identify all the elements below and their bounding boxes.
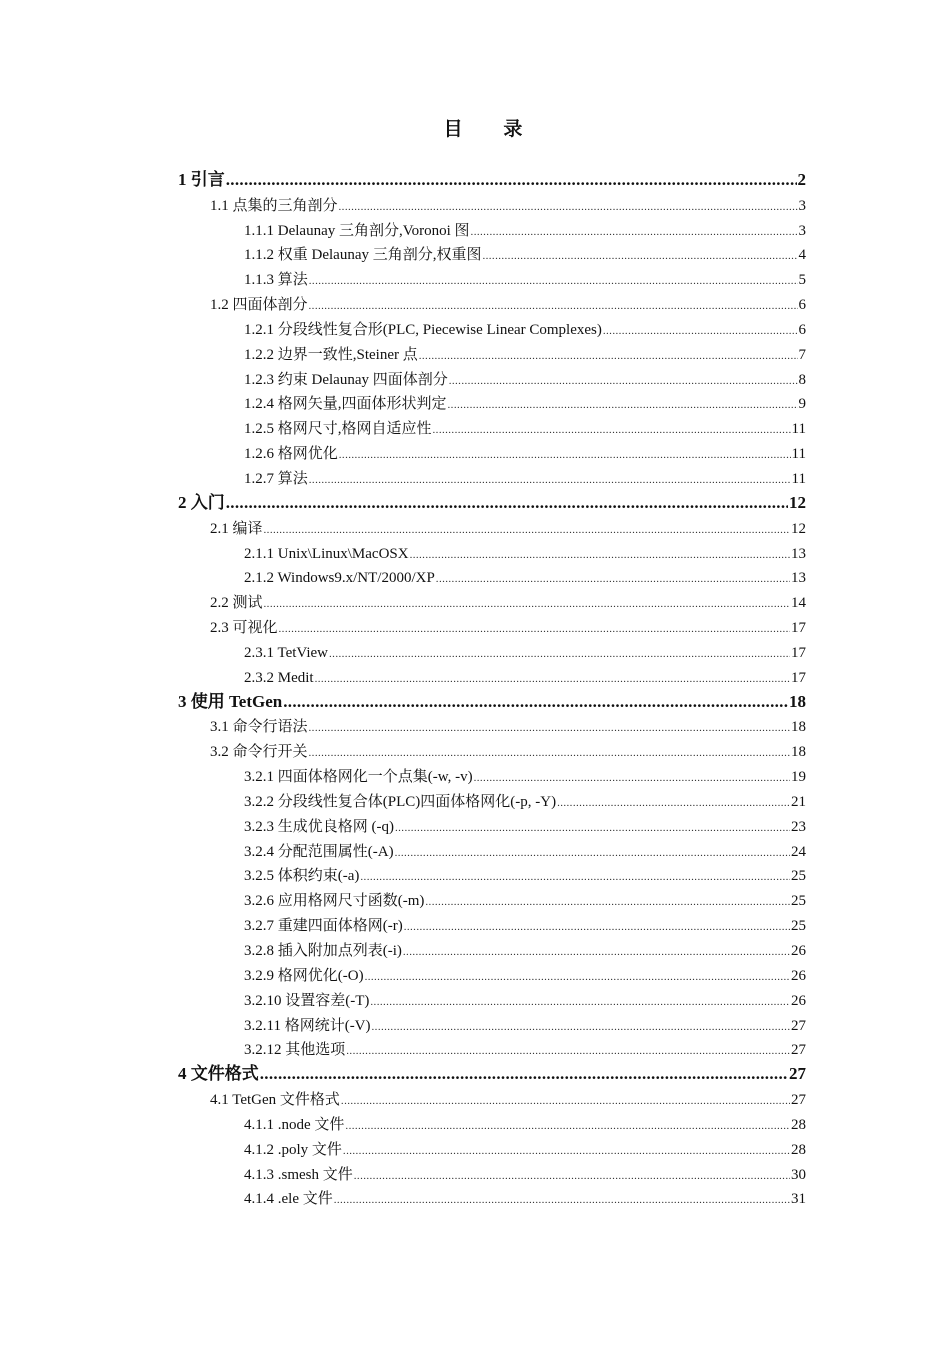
toc-entry-label: 1.1.2 权重 Delaunay 三角剖分,权重图	[244, 247, 482, 264]
toc-entry-label: 1.2.3 约束 Delaunay 四面体剖分	[244, 371, 448, 388]
toc-entry-label: 2 入门	[178, 492, 225, 512]
toc-entry-page-number: 17	[791, 644, 806, 661]
toc-entry-level-3[interactable]	[178, 637, 806, 662]
toc-entry-level-3[interactable]	[178, 761, 806, 786]
toc-entry-page-number: 6	[798, 297, 806, 314]
toc-entry-level-3[interactable]	[178, 413, 806, 438]
dot-leader	[283, 692, 788, 712]
toc-entry-level-2[interactable]	[178, 289, 806, 314]
toc-entry-label: 3 使用 TetGen	[178, 691, 283, 711]
toc-entry-level-3[interactable]	[178, 1159, 806, 1184]
toc-entry-page-number: 25	[791, 893, 806, 910]
toc-entry-page-number: 13	[791, 545, 806, 562]
dot-leader	[345, 1120, 790, 1134]
toc-entry-label: 1.2.5 格网尺寸,格网自适应性	[244, 421, 432, 438]
dot-leader	[471, 226, 798, 240]
toc-entry-label: 3.2.8 插入附加点列表(-i)	[244, 943, 402, 959]
toc-entry-page-number: 12	[791, 520, 806, 537]
dot-leader	[309, 722, 790, 736]
dot-leader	[226, 170, 797, 190]
dot-leader	[334, 1194, 790, 1208]
toc-entry-label: 1.1 点集的三角剖分	[210, 197, 338, 214]
toc-entry-level-3[interactable]	[178, 1010, 806, 1035]
toc-entry-page-number: 26	[791, 967, 806, 984]
toc-entry-label: 4.1.1 .node 文件	[244, 1116, 345, 1133]
dot-leader	[433, 424, 791, 438]
toc-entry-label: 1.2 四面体剖分	[210, 297, 308, 314]
toc-list	[178, 165, 806, 1208]
toc-entry-label: 1.2.2 边界一致性,Steiner 点	[244, 346, 418, 363]
toc-entry-page-number: 18	[791, 744, 806, 761]
toc-entry-level-3[interactable]	[178, 364, 806, 389]
toc-entry-label: 4.1.4 .ele 文件	[244, 1191, 333, 1208]
dot-leader	[360, 871, 790, 885]
toc-entry-label: 1.2.4 格网矢量,四面体形状判定	[244, 396, 447, 413]
toc-entry-page-number: 27	[791, 1017, 806, 1034]
toc-entry-page-number: 28	[791, 1141, 806, 1158]
toc-entry-level-3[interactable]	[178, 885, 806, 910]
toc-entry-page-number: 5	[798, 272, 806, 289]
toc-entry-label: 1.2.7 算法	[244, 470, 308, 487]
dot-leader	[419, 350, 798, 364]
toc-entry-level-3[interactable]	[178, 1109, 806, 1134]
toc-entry-label: 4.1 TetGen 文件格式	[210, 1092, 340, 1109]
toc-entry-level-3[interactable]	[178, 811, 806, 836]
toc-entry-level-3[interactable]	[178, 836, 806, 861]
toc-entry-page-number: 25	[791, 918, 806, 935]
toc-entry-page-number: 26	[791, 992, 806, 1009]
toc-entry-level-3[interactable]	[178, 339, 806, 364]
toc-entry-page-number: 27	[789, 1064, 806, 1084]
dot-leader	[482, 250, 797, 264]
toc-entry-label: 3.2.3 生成优良格网 (-q)	[244, 818, 394, 835]
toc-entry-page-number: 14	[791, 595, 806, 612]
toc-entry-label: 3.1 命令行语法	[210, 719, 308, 736]
toc-entry-page-number: 6	[798, 321, 806, 338]
toc-entry-label: 4.1.3 .smesh 文件	[244, 1166, 353, 1183]
dot-leader	[449, 375, 798, 389]
toc-entry-level-1[interactable]	[178, 165, 806, 190]
toc-entry-label: 3.2.6 应用格网尺寸函数(-m)	[244, 893, 425, 910]
toc-entry-label: 1.1.1 Delaunay 三角剖分,Voronoi 图	[244, 222, 470, 239]
toc-entry-level-3[interactable]	[178, 538, 806, 563]
toc-entry-page-number: 23	[791, 818, 806, 835]
toc-entry-page-number: 3	[798, 197, 806, 214]
toc-entry-label: 3.2.11 格网统计(-V)	[244, 1017, 371, 1034]
toc-entry-label: 3.2.5 体积约束(-a)	[244, 868, 360, 885]
toc-entry-level-3[interactable]	[178, 861, 806, 886]
toc-entry-level-3[interactable]	[178, 389, 806, 414]
toc-entry-page-number: 11	[791, 470, 806, 487]
toc-entry-level-2[interactable]	[178, 1084, 806, 1109]
dot-leader	[341, 1095, 790, 1109]
toc-entry-label: 1.1.3 算法	[244, 272, 308, 289]
toc-entry-level-3[interactable]	[178, 960, 806, 985]
dot-leader	[260, 1064, 788, 1084]
toc-entry-page-number: 12	[789, 492, 806, 512]
toc-entry-page-number: 13	[791, 570, 806, 587]
toc-entry-level-3[interactable]	[178, 1134, 806, 1159]
toc-entry-label: 1.2.6 格网优化	[244, 446, 338, 463]
dot-leader	[309, 275, 798, 289]
toc-entry-level-1[interactable]	[178, 1059, 806, 1084]
toc-entry-page-number: 18	[789, 691, 806, 711]
toc-entry-page-number: 17	[791, 620, 806, 637]
toc-entry-label: 2.1.2 Windows9.x/NT/2000/XP	[244, 570, 435, 587]
toc-entry-label: 2.3 可视化	[210, 620, 278, 637]
toc-entry-level-2[interactable]	[178, 736, 806, 761]
dot-leader	[372, 1021, 790, 1035]
toc-entry-label: 3.2.12 其他选项	[244, 1042, 346, 1059]
toc-entry-page-number: 27	[791, 1042, 806, 1059]
dot-leader	[339, 201, 798, 215]
toc-entry-label: 3.2.10 设置容差(-T)	[244, 992, 370, 1009]
toc-entry-page-number: 9	[798, 396, 806, 413]
toc-entry-label: 3.2 命令行开关	[210, 744, 308, 761]
toc-entry-page-number: 17	[791, 669, 806, 686]
dot-leader	[339, 449, 791, 463]
toc-entry-label: 4 文件格式	[178, 1064, 259, 1084]
toc-entry-label: 2.1 编译	[210, 520, 263, 537]
dot-leader	[448, 399, 798, 413]
toc-entry-level-2[interactable]	[178, 513, 806, 538]
toc-entry-page-number: 18	[791, 719, 806, 736]
toc-entry-label: 1 引言	[178, 169, 225, 189]
dot-leader	[309, 747, 790, 761]
dot-leader	[395, 822, 790, 836]
toc-entry-level-3[interactable]	[178, 463, 806, 488]
toc-entry-level-3[interactable]	[178, 240, 806, 265]
toc-entry-page-number: 31	[791, 1191, 806, 1208]
toc-entry-page-number: 11	[791, 421, 806, 438]
dot-leader	[365, 971, 790, 985]
toc-entry-label: 3.2.9 格网优化(-O)	[244, 967, 364, 984]
dot-leader	[395, 847, 790, 861]
dot-leader	[264, 598, 790, 612]
toc-entry-page-number: 26	[791, 943, 806, 959]
toc-entry-level-3[interactable]	[178, 786, 806, 811]
toc-entry-label: 3.2.2 分段线性复合体(PLC)四面体格网化(-p, -Y)	[244, 793, 557, 810]
toc-entry-level-3[interactable]	[178, 563, 806, 588]
dot-leader	[309, 300, 798, 314]
dot-leader	[226, 493, 788, 513]
toc-entry-level-3[interactable]	[178, 1184, 806, 1209]
toc-entry-page-number: 21	[791, 793, 806, 810]
toc-entry-level-3[interactable]	[178, 985, 806, 1010]
toc-entry-level-3[interactable]	[178, 438, 806, 463]
dot-leader	[354, 1170, 790, 1184]
toc-entry-page-number: 11	[791, 446, 806, 463]
toc-entry-page-number: 3	[798, 222, 806, 239]
dot-leader	[557, 797, 790, 811]
toc-entry-label: 3.2.4 分配范围属性(-A)	[244, 843, 394, 860]
toc-entry-page-number: 27	[791, 1092, 806, 1109]
dot-leader	[309, 474, 791, 488]
toc-entry-page-number: 2	[797, 169, 806, 189]
toc-entry-page-number: 25	[791, 868, 806, 885]
toc-entry-page-number: 24	[791, 843, 806, 860]
dot-leader	[343, 1145, 790, 1159]
toc-entry-page-number: 19	[791, 769, 806, 786]
dot-leader	[315, 673, 790, 687]
toc-entry-level-3[interactable]	[178, 662, 806, 687]
toc-entry-label: 2.3.2 Medit	[244, 669, 314, 686]
toc-entry-level-2[interactable]	[178, 587, 806, 612]
toc-entry-label: 2.2 测试	[210, 595, 263, 612]
toc-entry-level-1[interactable]	[178, 687, 806, 712]
dot-leader	[410, 549, 790, 563]
dot-leader	[436, 573, 790, 587]
toc-entry-level-1[interactable]	[178, 488, 806, 513]
toc-entry-level-3[interactable]	[178, 935, 806, 960]
toc-entry-level-3[interactable]	[178, 215, 806, 240]
toc-entry-label: 4.1.2 .poly 文件	[244, 1141, 342, 1158]
toc-entry-level-2[interactable]	[178, 612, 806, 637]
dot-leader	[404, 921, 790, 935]
toc-entry-level-3[interactable]	[178, 264, 806, 289]
toc-entry-level-2[interactable]	[178, 712, 806, 737]
dot-leader	[370, 996, 790, 1010]
toc-entry-page-number: 8	[798, 371, 806, 388]
toc-entry-label: 2.1.1 Unix\Linux\MacOSX	[244, 545, 409, 562]
toc-entry-page-number: 28	[791, 1116, 806, 1133]
toc-title: 目 录	[443, 119, 541, 140]
dot-leader	[403, 946, 790, 960]
toc-entry-level-3[interactable]	[178, 314, 806, 339]
toc-entry-level-2[interactable]	[178, 190, 806, 215]
toc-entry-label: 3.2.1 四面体格网化一个点集(-w, -v)	[244, 769, 473, 786]
toc-entry-label: 3.2.7 重建四面体格网(-r)	[244, 918, 403, 935]
toc-entry-level-3[interactable]	[178, 910, 806, 935]
toc-entry-label: 2.3.1 TetView	[244, 644, 329, 661]
dot-leader	[264, 524, 790, 538]
toc-entry-page-number: 4	[798, 247, 806, 264]
toc-entry-level-3[interactable]	[178, 1035, 806, 1060]
dot-leader	[279, 623, 790, 637]
toc-entry-label: 1.2.1 分段线性复合形(PLC, Piecewise Linear Complexes)	[244, 321, 602, 338]
toc-entry-page-number: 7	[798, 346, 806, 363]
dot-leader	[346, 1045, 790, 1059]
dot-leader	[474, 772, 790, 786]
dot-leader	[329, 648, 790, 662]
dot-leader	[603, 325, 798, 339]
toc-entry-page-number: 30	[791, 1166, 806, 1183]
dot-leader	[425, 896, 790, 910]
